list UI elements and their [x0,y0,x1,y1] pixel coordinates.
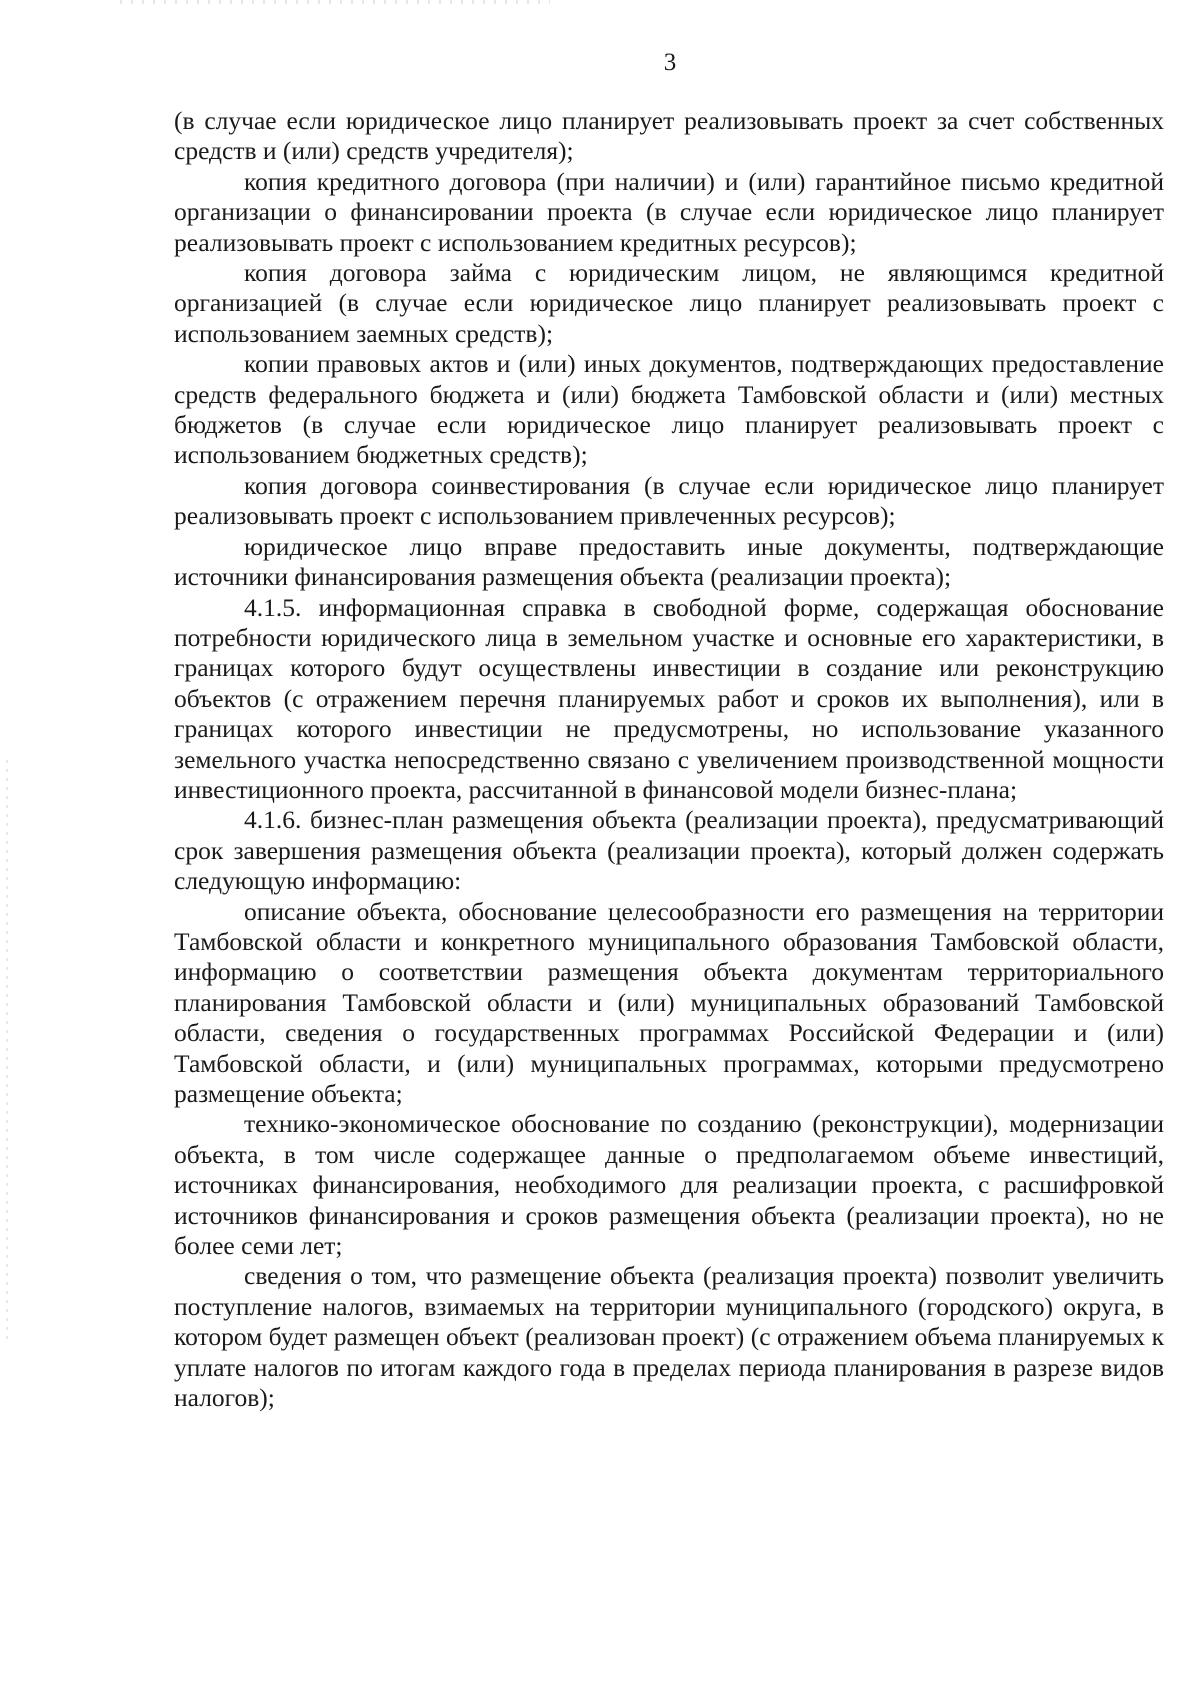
paragraph-legal-acts: копии правовых актов и (или) иных документов, подтверждающих предоставление средств федерального бюджета и (или) бюджета Тамбовской области и (или) местных бюджетов (в случае если юридическое лицо планирует реализовывать проект с использованием бюджетных средств); [174,349,1164,470]
paragraph-feasibility-study: технико-экономическое обоснование по созданию (реконструкции), модернизации объекта, в том числе содержащее данные о предполагаемом объеме инвестиций, источниках финансирования, необходимого для реализации проекта, с расшифровкой источников финансирования и сроков размещения объекта (реализации проекта), но не более семи лет; [174,1109,1164,1261]
paragraph-4-1-5: 4.1.5. информационная справка в свободной форме, содержащая обоснование потребности юридического лица в земельном участке и основные его характеристики, в границах которого будут осуществлены инвестиции в создание или реконструкцию объектов (с отражением перечня планируемых работ и сроков их выполнения), или в границах которого инвестиции не предусмотрены, но использование указанного земельного участка непосредственно связано с увеличением производственной мощности инвестиционного проекта, рассчитанной в финансовой модели бизнес-плана; [174,592,1164,804]
paragraph-coinvestment: копия договора соинвестирования (в случае если юридическое лицо планирует реализовывать проект с использованием привлеченных ресурсов); [174,470,1164,531]
scan-artifact-edge [6,760,8,1340]
paragraph-loan-agreement: копия договора займа с юридическим лицом, не являющимся кредитной организацией (в случае если юридическое лицо планирует реализовывать проект с использованием заемных средств); [174,258,1164,348]
scan-artifact-top [120,0,550,4]
paragraph-4-1-6: 4.1.6. бизнес-план размещения объекта (реализации проекта), предусматривающий срок завершения размещения объекта (реализации проекта), который должен содержать следующую информацию: [174,805,1164,896]
paragraph-tax-revenue: сведения о том, что размещение объекта (реализация проекта) позволит увеличить поступление налогов, взимаемых на территории муниципального (городского) округа, в котором будет размещен объект (реализован проект) (с отражением объема планируемых к уплате налогов по итогам каждого года в пределах периода планирования в разрезе видов налогов); [174,1261,1164,1413]
paragraph-credit-agreement: копия кредитного договора (при наличии) и (или) гарантийное письмо кредитной организации о финансировании проекта (в случае если юридическое лицо планирует реализовывать проект с использованием кредитных ресурсов); [174,166,1164,257]
paragraph-continuation: (в случае если юридическое лицо планирует реализовывать проект за счет собственных средств и (или) средств учредителя); [174,106,1164,166]
paragraph-other-documents: юридическое лицо вправе предоставить иные документы, подтверждающие источники финансирования размещения объекта (реализации проекта); [174,531,1164,592]
document-body [174,106,1164,1413]
paragraph-object-description: описание объекта, обоснование целесообразности его размещения на территории Тамбовской области и конкретного муниципального образования Тамбовской области, информацию о соответствии размещения объекта документам территориального планирования Тамбовской области и (или) муниципальных образований Тамбовской области, сведения о государственных программах Российской Федерации и (или) Тамбовской области, и (или) муниципальных программах, которыми предусмотрено размещение объекта; [174,896,1164,1108]
page-number: 3 [663,49,677,76]
